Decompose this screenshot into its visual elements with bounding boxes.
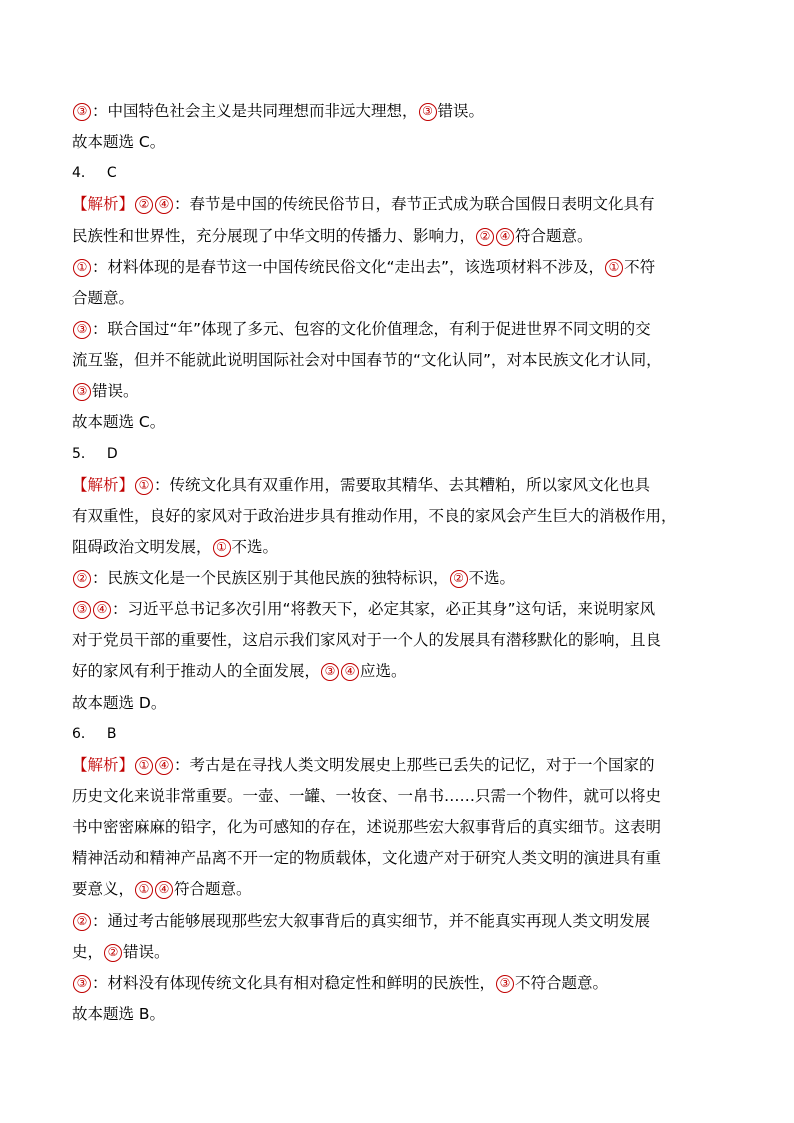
analysis-label: 【解析】 [72,476,135,494]
circled-number: ① [135,757,153,775]
text-line [72,879,252,899]
circled-number: ③ [73,103,91,121]
text-line [72,911,650,931]
text-run: ：民族文化是一个民族区别于其他民族的独特标识， [92,569,449,587]
circled-number: ② [104,944,122,962]
text-line [72,101,484,121]
text-line [72,506,677,526]
text-run: C [106,165,117,181]
text-run: 不选。 [231,538,279,556]
text-line [72,412,165,432]
text-line [72,817,661,837]
text-run: 民族性和世界性，充分展现了中华文明的传播力、影响力， [72,227,476,245]
text-run: ：中国特色社会主义是共同理想而非远大理想， [92,102,418,120]
text-run: 合题意。 [72,289,135,307]
text-run: 流互鉴，但并不能就此说明国际社会对中国春节的“文化认同”，对本民族文化才认同， [72,351,662,369]
circled-number: ③ [73,975,91,993]
text-line [72,381,139,401]
circled-number: ① [213,539,231,557]
answer-line [72,444,118,464]
text-line [72,848,661,868]
text-line [72,630,661,650]
text-run: 故本题选 B。 [72,1005,166,1023]
text-line [72,257,655,277]
text-line [72,475,650,495]
circled-number: ② [135,196,153,214]
text-run: D [106,446,118,462]
text-run: 书中密密麻麻的铅字，化为可感知的存在，述说那些宏大叙事背后的真实细节。这表明 [72,818,662,836]
circled-number: ④ [155,757,173,775]
text-line [72,599,655,619]
circled-number: ② [73,570,91,588]
answer-line [72,724,117,744]
circled-number: ④ [496,228,514,246]
text-run: 历史文化来说非常重要。一壶、一罐、一妆奁、一帛书……只需一个物件，就可以将史 [72,787,662,805]
text-line [72,194,655,214]
text-run: ：联合国过“年”体现了多元、包容的文化价值理念，有利于促进世界不同文明的交 [92,320,651,338]
text-run: 故本题选 D。 [72,694,167,712]
text-run: 精神活动和精神产品离不开一定的物质载体，文化遗产对于研究人类文明的演进具有重 [72,849,662,867]
analysis-label: 【解析】 [72,756,135,774]
circled-number: ③ [321,663,339,681]
circled-number: ① [605,259,623,277]
text-run: 符合题意。 [174,880,252,898]
circled-number: ③ [419,103,437,121]
circled-number: ④ [341,663,359,681]
text-line [72,319,651,339]
answer-line [72,163,117,183]
text-run: B [106,726,117,742]
circled-number: ③ [73,601,91,619]
circled-number: ① [135,477,153,495]
text-run: 不选。 [468,569,516,587]
text-line [72,537,278,557]
text-run: 史， [72,943,104,961]
text-run: ：传统文化具有双重作用，需要取其精华、去其糟粕，所以家风文化也具 [154,476,651,494]
text-line [72,755,655,775]
circled-number: ③ [496,975,514,993]
circled-number: ① [73,259,91,277]
text-run: 对于党员干部的重要性，这启示我们家风对于一个人的发展具有潜移默化的影响，且良 [72,631,662,649]
text-run: ：考古是在寻找人类文明发展史上那些已丢失的记忆，对于一个国家的 [174,756,655,774]
circled-number: ① [135,881,153,899]
text-run: 故本题选 C。 [72,133,166,151]
text-run: 错误。 [92,382,139,400]
text-run: 好的家风有利于推动人的全面发展， [72,662,321,680]
text-line [72,693,166,713]
text-line [72,226,593,246]
circled-number: ③ [73,321,91,339]
circled-number: ② [450,570,468,588]
circled-number: ④ [93,601,111,619]
text-run: 错误。 [123,943,170,961]
circled-number: ④ [155,196,173,214]
text-run: 不符 [624,258,656,276]
analysis-label: 【解析】 [72,195,135,213]
text-run: 阻碍政治文明发展， [72,538,212,556]
text-line [72,350,662,370]
text-run: ：习近平总书记多次引用“将教天下，必定其家，必正其身”这句话，来说明家风 [112,600,656,618]
text-run: 有双重性，良好的家风对于政治进步具有推动作用，不良的家风会产生巨大的消极作用， [72,507,677,525]
text-run: 应选。 [360,662,407,680]
text-run: 不符合题意。 [515,974,609,992]
text-run: 5． [72,446,95,462]
text-run: ：春节是中国的传统民俗节日，春节正式成为联合国假日表明文化具有 [174,195,655,213]
circled-number: ② [476,228,494,246]
text-line [72,661,407,681]
text-run: 符合题意。 [515,227,593,245]
text-run: ：通过考古能够展现那些宏大叙事背后的真实细节，并不能真实再现人类文明发展 [92,912,651,930]
text-line [72,288,134,308]
text-line [72,786,661,806]
text-line [72,568,515,588]
text-run: 要意义， [72,880,135,898]
circled-number: ④ [155,881,173,899]
text-line [72,132,165,152]
text-line [72,973,608,993]
text-run: 6． [72,726,95,742]
text-run: ：材料没有体现传统文化具有相对稳定性和鲜明的民族性， [92,974,496,992]
text-run: 故本题选 C。 [72,413,166,431]
circled-number: ② [73,913,91,931]
text-run: 错误。 [437,102,485,120]
text-line [72,1004,165,1024]
circled-number: ③ [73,383,91,401]
text-run: 4． [72,165,95,181]
text-line [72,942,170,962]
text-run: ：材料体现的是春节这一中国传统民俗文化“走出去”，该选项材料不涉及， [92,258,605,276]
